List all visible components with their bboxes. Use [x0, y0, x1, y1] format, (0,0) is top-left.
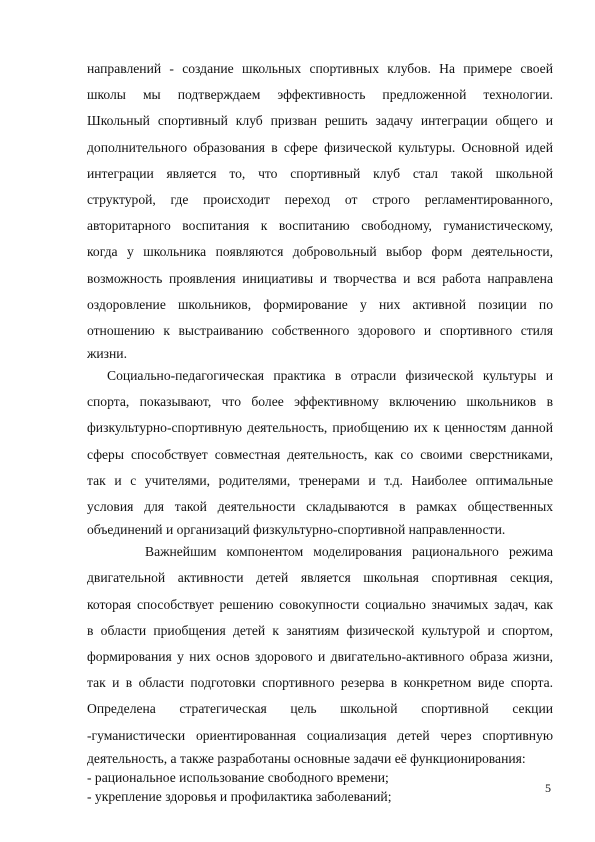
- text-line: физкультурно-спортивную деятельность, приобщению их к ценностям данной: [87, 420, 553, 436]
- text-line: авторитарного воспитания к воспитанию свободному, гуманистическому,: [87, 218, 553, 234]
- text-line: которая способствует решению совокупности социально значимых задач, как: [87, 596, 553, 612]
- text-line: Социально-педагогическая практика в отрасли физической культуры и: [107, 368, 553, 384]
- text-line: в области приобщения детей к занятиям физической культурой и спортом,: [87, 622, 553, 638]
- text-line: условия для такой деятельности складываются в рамках общественных: [87, 499, 553, 514]
- list-item: - рациональное использование свободного времени;: [87, 769, 389, 785]
- text-line: деятельность, а также разработаны основные задачи её функционирования:: [87, 750, 526, 766]
- text-line: так и с учителями, родителями, тренерами и т.д. Наиболее оптимальные: [87, 472, 553, 488]
- text-line: дополнительного образования в сфере физической культуры. Основной идей: [87, 139, 553, 155]
- text-line: Важнейшим компонентом моделирования рационального режима: [145, 544, 553, 560]
- text-line: жизни.: [87, 346, 127, 362]
- text-line: формирования у них основ здорового и двигательно-активного образа жизни,: [87, 648, 553, 664]
- paragraph-clubs: [87, 56, 553, 363]
- text-line: оздоровление школьников, формирование у них активной позиции по: [87, 296, 553, 312]
- text-line: отношению к выстраиванию собственного здорового и спортивного стиля: [87, 322, 553, 338]
- text-line: Определена стратегическая цель школьной спортивной секции: [87, 701, 553, 717]
- text-line: так и в области подготовки спортивного резерва в конкретном виде спорта.: [87, 675, 553, 691]
- text-line: школы мы подтверждаем эффективность предложенной технологии.: [87, 87, 553, 103]
- task-list: [87, 768, 553, 806]
- paragraph-practice: [87, 363, 553, 539]
- text-line: возможность проявления инициативы и творчества и вся работа направлена: [87, 270, 553, 286]
- paragraph-section: [87, 539, 553, 768]
- text-line: объединений и организаций физкультурно-спортивной направленности.: [87, 522, 506, 538]
- list-item: - укрепление здоровья и профилактика заболеваний;: [87, 788, 392, 804]
- text-line: -гуманистически ориентированная социализация детей через спортивную: [87, 727, 553, 743]
- text-line: двигательной активности детей является школьная спортивная секция,: [87, 570, 553, 586]
- text-line: Школьный спортивный клуб призван решить задачу интеграции общего и: [87, 113, 553, 129]
- text-line: направлений - создание школьных спортивных клубов. На примере своей: [87, 61, 553, 76]
- text-line: интеграции является то, что спортивный клуб стал такой школьной: [87, 165, 553, 181]
- text-line: структурой, где происходит переход от строго регламентированного,: [87, 191, 553, 207]
- body-text: [87, 56, 553, 806]
- text-line: спорта, показывают, что более эффективному включению школьников в: [87, 394, 553, 410]
- page-number: 5: [545, 781, 551, 795]
- text-line: сферы способствует совместная деятельность, как со своими сверстниками,: [87, 446, 553, 462]
- text-line: когда у школьника появляются добровольный выбор форм деятельности,: [87, 244, 553, 260]
